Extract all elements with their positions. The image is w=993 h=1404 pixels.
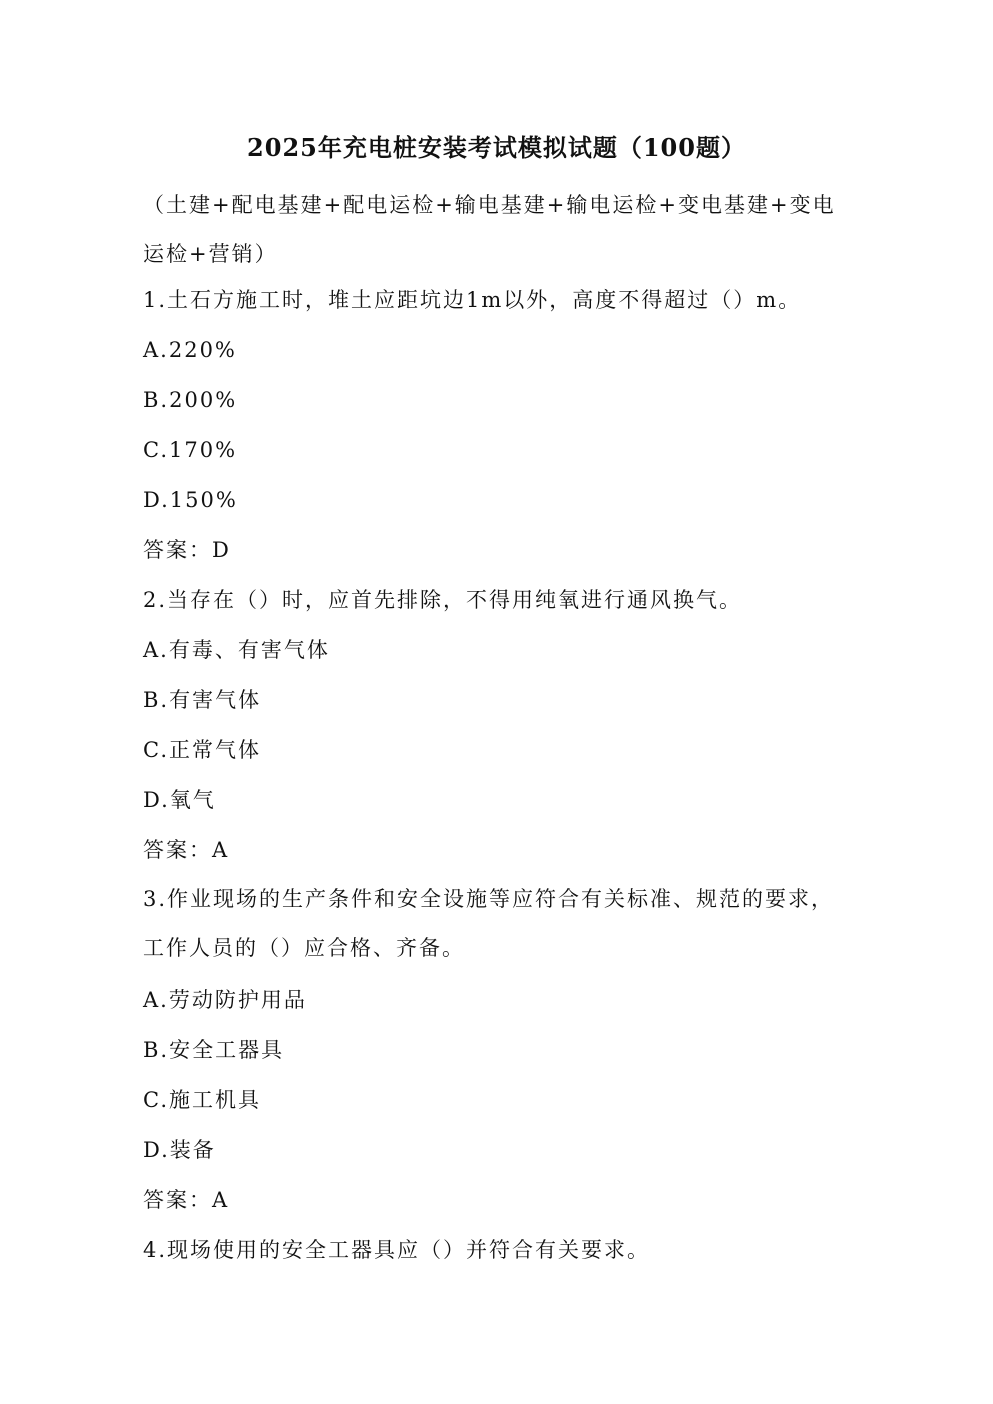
document-subtitle: （土建+配电基建+配电运检+输电基建+输电运检+变电基建+变电运检+营销） — [143, 193, 836, 266]
question-1-option-b: B.200% — [143, 388, 238, 412]
question-2-option-d: D.氧气 — [143, 788, 216, 812]
question-2-option-a: A.有毒、有害气体 — [143, 638, 330, 662]
question-3-option-a: A.劳动防护用品 — [143, 988, 307, 1012]
question-2-answer: 答案：A — [143, 838, 230, 862]
question-2-stem: 2.当存在（）时，应首先排除，不得用纯氧进行通风换气。 — [143, 588, 743, 612]
question-1-answer: 答案：D — [143, 538, 231, 562]
question-1-option-c: C.170% — [143, 438, 238, 462]
question-3-option-d: D.装备 — [143, 1138, 216, 1162]
question-4-stem: 4.现场使用的安全工器具应（）并符合有关要求。 — [143, 1238, 651, 1262]
question-3-option-c: C.施工机具 — [143, 1088, 261, 1112]
question-1-stem: 1.土石方施工时，堆土应距坑边1m以外，高度不得超过（）m。 — [143, 288, 802, 312]
question-2-option-b: B.有害气体 — [143, 688, 262, 712]
question-3-answer: 答案：A — [143, 1188, 230, 1212]
document-title: 2025年充电桩安装考试模拟试题（100题） — [247, 133, 746, 162]
question-3-stem: 3.作业现场的生产条件和安全设施等应符合有关标准、规范的要求，工作人员的（）应合格、齐备。 — [143, 887, 835, 960]
question-1-option-a: A.220% — [143, 338, 237, 362]
question-3-option-b: B.安全工器具 — [143, 1038, 285, 1062]
question-1-option-d: D.150% — [143, 488, 238, 512]
question-2-option-c: C.正常气体 — [143, 738, 261, 762]
